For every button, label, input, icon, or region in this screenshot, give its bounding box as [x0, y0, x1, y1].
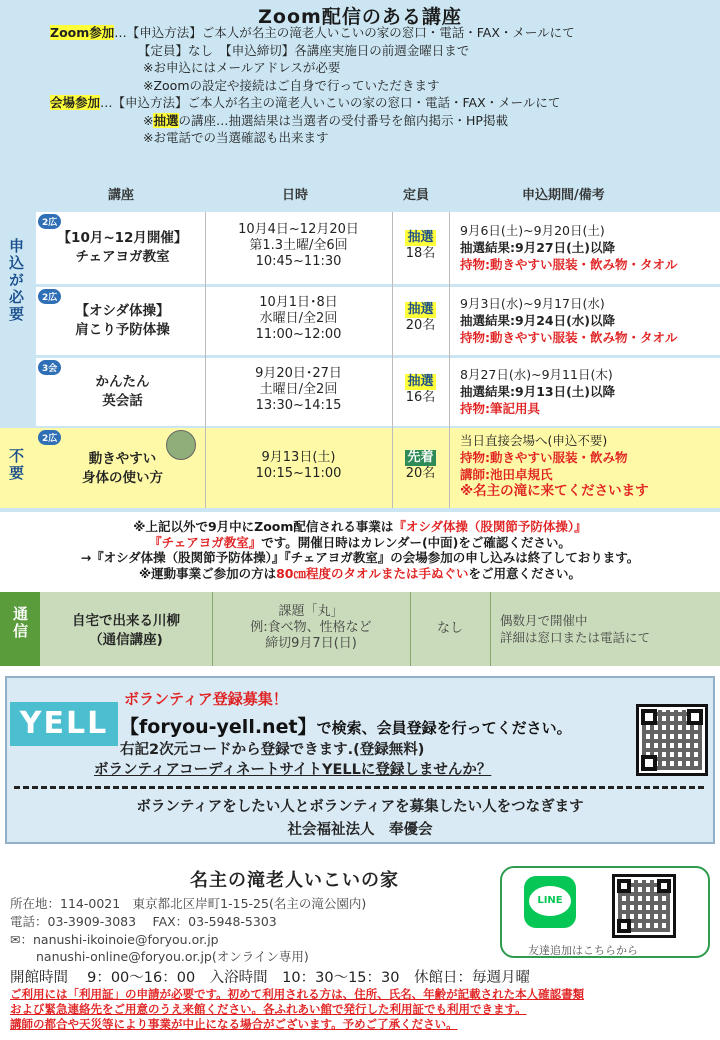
course-name-line: 【オシダ体操】 — [75, 303, 170, 319]
lottery-result: 抽選結果:9月13日(土)以降 — [460, 384, 616, 399]
zoom-line-3: ※お申込にはメールアドレスが必要 — [143, 60, 341, 75]
course-name-line: 動きやすい — [88, 451, 157, 467]
venue-line-3: ※お電話での当選確認も出来ます — [143, 130, 329, 145]
lottery-badge: 抽選 — [407, 302, 434, 317]
apply-period: 9月3日(水)~9月17日(水) — [460, 296, 605, 311]
capacity — [392, 450, 449, 482]
venue-text-1: …【申込方法】ご本人が名主の滝老人いこいの家の窓口・電話・FAX・メールにて — [100, 95, 561, 110]
venue-prefix: ※ — [143, 112, 154, 128]
note-highlight: 『オシダ体操（股関節予防体操）』 — [393, 519, 587, 534]
zoom-line-4: ※Zoomの設定や接続はご自身で行っていただきます — [143, 77, 440, 93]
detail-line: 締切9月7日(日) — [265, 636, 357, 651]
lottery-result: 抽選結果:9月24日(水)以降 — [460, 313, 616, 328]
apply-period: 9月6日(土)~9月20日(土) — [460, 223, 605, 238]
usage-warning-3: 講師の都合や天災等により事業が中止になる場合がございます。予めご了承ください。 — [10, 1017, 458, 1031]
note-text: です。開催日時はカレンダー(中面)をご確認ください。 — [261, 534, 571, 550]
side-label-required: 申込が必要 — [7, 238, 25, 323]
corr-detail — [212, 604, 410, 652]
course-datetime — [205, 295, 392, 343]
note-line — [0, 519, 720, 535]
usage-warning-1: ご利用には「利用証」の申請が必要です。初めて利用される方は、住所、氏名、年齢が記載された本人確認書類 — [10, 987, 585, 1001]
organization-name: 社会福祉法人 奉優会 — [287, 822, 433, 838]
course-datetime — [205, 222, 392, 270]
course-name-line: 肩こり予防体操 — [75, 322, 170, 338]
note-line — [0, 535, 720, 551]
zoom-line-1 — [50, 24, 575, 42]
course-name — [40, 373, 205, 411]
qr-code-icon[interactable] — [636, 704, 708, 776]
course-name-line: 身体の使い方 — [82, 470, 163, 486]
facility-name: 名主の滝老人いこいの家 — [190, 870, 399, 891]
items-to-bring: 持物:動きやすい服装・飲み物・タオル — [460, 257, 678, 272]
dashed-divider — [14, 786, 704, 789]
capacity — [392, 374, 449, 406]
volunteer-search-text: で検索、会員登録を行ってください。 — [316, 719, 572, 737]
apply-period: 当日直接会場へ(申込不要) — [460, 433, 608, 448]
course-name-line: かんたん — [95, 374, 150, 390]
yell-logo: YELL — [10, 702, 118, 746]
course-name-line: 【10月~12月開催】 — [57, 230, 188, 246]
first-come-badge: 先着 — [407, 450, 434, 465]
note-highlight: 『チェアヨガ教室』 — [149, 534, 262, 550]
date-line: 水曜日/全2回 — [259, 311, 338, 326]
corr-course — [40, 612, 212, 650]
venue-line-2 — [50, 112, 575, 130]
volunteer-cta: ボランティアコーディネートサイトYELLに登録しませんか？ — [94, 762, 492, 778]
qr-finder — [641, 755, 657, 771]
note-highlight: 80㎝程度のタオルまたは手ぬぐい — [276, 565, 469, 581]
venue-text-2: の講座…抽選結果は当選者の受付番号を館内掲示・HP掲載 — [178, 112, 508, 128]
items-to-bring: 持物:筆記用具 — [460, 401, 540, 416]
usage-warning-2: および緊急連絡先をご用意のうえ来館ください。各ふれあい館で発行した利用証でも利用できます。 — [10, 1002, 527, 1016]
course-name — [40, 450, 205, 488]
volunteer-qr-text: 右記2次元コードから登録できます.(登録無料) — [120, 742, 425, 758]
qr-finder — [641, 709, 657, 725]
side-label-correspondence: 通信 — [11, 606, 29, 640]
note-line: 偶数月で開催中 — [500, 613, 588, 628]
corr-note — [500, 612, 650, 646]
instructor-note: ※名主の滝に来てくださいます — [460, 483, 649, 499]
date-line: 10月4日~12月20日 — [238, 222, 359, 237]
lottery-highlight: 抽選 — [153, 112, 179, 128]
venue-line-1 — [50, 94, 575, 112]
course-datetime — [205, 450, 392, 482]
info-text — [50, 24, 575, 147]
lottery-badge: 抽選 — [407, 230, 434, 245]
note-line — [0, 566, 720, 582]
note-line: →『オシダ体操（股関節予防体操）』『チェアヨガ教室』の会場参加の申し込みは終了しております。 — [80, 550, 640, 565]
volunteer-description: ボランティアをしたい人とボランティアを募集したい人をつなぎます — [136, 799, 584, 815]
detail-line: 課題「丸」 — [278, 604, 344, 619]
facility-email-2[interactable]: nanushi-online@foryou.or.jp(オンライン専用) — [36, 949, 309, 964]
divider — [449, 212, 450, 508]
course-name — [40, 302, 205, 340]
header-course: 講座 — [108, 188, 135, 203]
date-line: 9月20日･27日 — [255, 366, 342, 381]
venue-badge: 2広 — [38, 430, 61, 445]
course-name-line: 英会話 — [102, 393, 143, 409]
page-title: Zoom配信のある講座 — [258, 6, 462, 28]
lottery-badge: 抽選 — [407, 374, 434, 389]
venue-badge: 3会 — [38, 360, 61, 375]
items-to-bring: 持物:動きやすい服装・飲み物 — [460, 450, 628, 465]
venue-label: 会場参加 — [50, 95, 101, 110]
date-line: 土曜日/全2回 — [259, 382, 338, 397]
course-name-line: （通信講座) — [89, 632, 163, 648]
capacity-number: 16名 — [405, 390, 436, 405]
detail-line: 例:食べ物、性格など — [250, 620, 372, 635]
date-line: 11:00~12:00 — [255, 327, 342, 342]
items-to-bring: 持物:動きやすい服装・飲み物・タオル — [460, 330, 678, 345]
date-line: 9月13日(土) — [261, 450, 336, 465]
course-name-line: チェアヨガ教室 — [75, 249, 170, 265]
facility-address: 所在地：114-0021 東京都北区岸町1-15-25(名主の滝公園内) — [10, 896, 367, 911]
apply-info — [460, 222, 678, 273]
header-capacity: 定員 — [403, 188, 430, 203]
mail-icon: ✉ — [10, 932, 21, 947]
opening-hours: 開館時間 9：00～16：00 入浴時間 10：30～15：30 休館日：毎週月曜 — [10, 970, 530, 986]
capacity-number: 18名 — [405, 246, 436, 261]
qr-finder — [687, 709, 703, 725]
apply-info — [460, 366, 615, 417]
apply-info — [460, 432, 649, 500]
note-line: 詳細は窓口または電話にて — [500, 630, 651, 645]
note-text: ※上記以外で9月中にZoom配信される事業は — [133, 519, 394, 534]
capacity — [392, 302, 449, 334]
yell-url[interactable]: 【foryou-yell.net】 — [120, 716, 317, 738]
note-text: をご用意ください。 — [468, 565, 582, 581]
email-text[interactable]: ：nanushi-ikoinoie@foryou.or.jp — [20, 932, 219, 947]
course-datetime — [205, 366, 392, 414]
qr-finder — [617, 919, 631, 933]
volunteer-heading: ボランティア登録募集！ — [124, 690, 288, 708]
capacity-number: 20名 — [405, 318, 436, 333]
instructor: 講師:池田卓規氏 — [460, 467, 553, 482]
capacity — [392, 230, 449, 262]
date-line: 10月1日･8日 — [259, 295, 338, 310]
date-line: 第1.3土曜/全6回 — [249, 238, 348, 253]
capacity-number: 20名 — [405, 466, 436, 481]
divider — [490, 592, 491, 666]
apply-info — [460, 295, 678, 346]
line-caption: 友達追加はこちらから — [528, 944, 638, 957]
notes — [0, 519, 720, 581]
date-line: 10:45~11:30 — [255, 254, 342, 269]
date-line: 13:30~14:15 — [255, 398, 342, 413]
venue-badge: 2広 — [38, 214, 61, 229]
apply-period: 8月27日(水)~9月11日(木) — [460, 367, 613, 382]
side-label-not-required: 不要 — [7, 448, 25, 482]
header-datetime: 日時 — [282, 188, 309, 203]
course-name-line: 自宅で出来る川柳 — [72, 613, 180, 629]
zoom-text-1: …【申込方法】ご本人が名主の滝老人いこいの家の窓口・電話・FAX・メールにて — [114, 25, 575, 40]
qr-finder — [657, 879, 671, 893]
course-name — [40, 229, 205, 267]
volunteer-search — [120, 712, 572, 739]
qr-code-icon[interactable] — [612, 874, 676, 938]
date-line: 10:15~11:00 — [255, 466, 342, 481]
facility-email-1 — [10, 930, 219, 948]
corr-capacity: なし — [436, 621, 463, 636]
lottery-result: 抽選結果:9月27日(土)以降 — [460, 240, 616, 255]
line-logo-text: LINE — [529, 886, 571, 916]
header-apply: 申込期間/備考 — [522, 188, 605, 203]
zoom-label: Zoom参加 — [50, 25, 115, 40]
venue-badge: 2広 — [38, 289, 61, 304]
facility-phone: 電話：03-3909-3083 FAX：03-5948-5303 — [10, 914, 277, 929]
zoom-line-2: 【定員】なし 【申込締切】各講座実施日の前週金曜日まで — [138, 42, 470, 58]
qr-finder — [617, 879, 631, 893]
note-text: ※運動事業ご参加の方は — [138, 565, 277, 581]
